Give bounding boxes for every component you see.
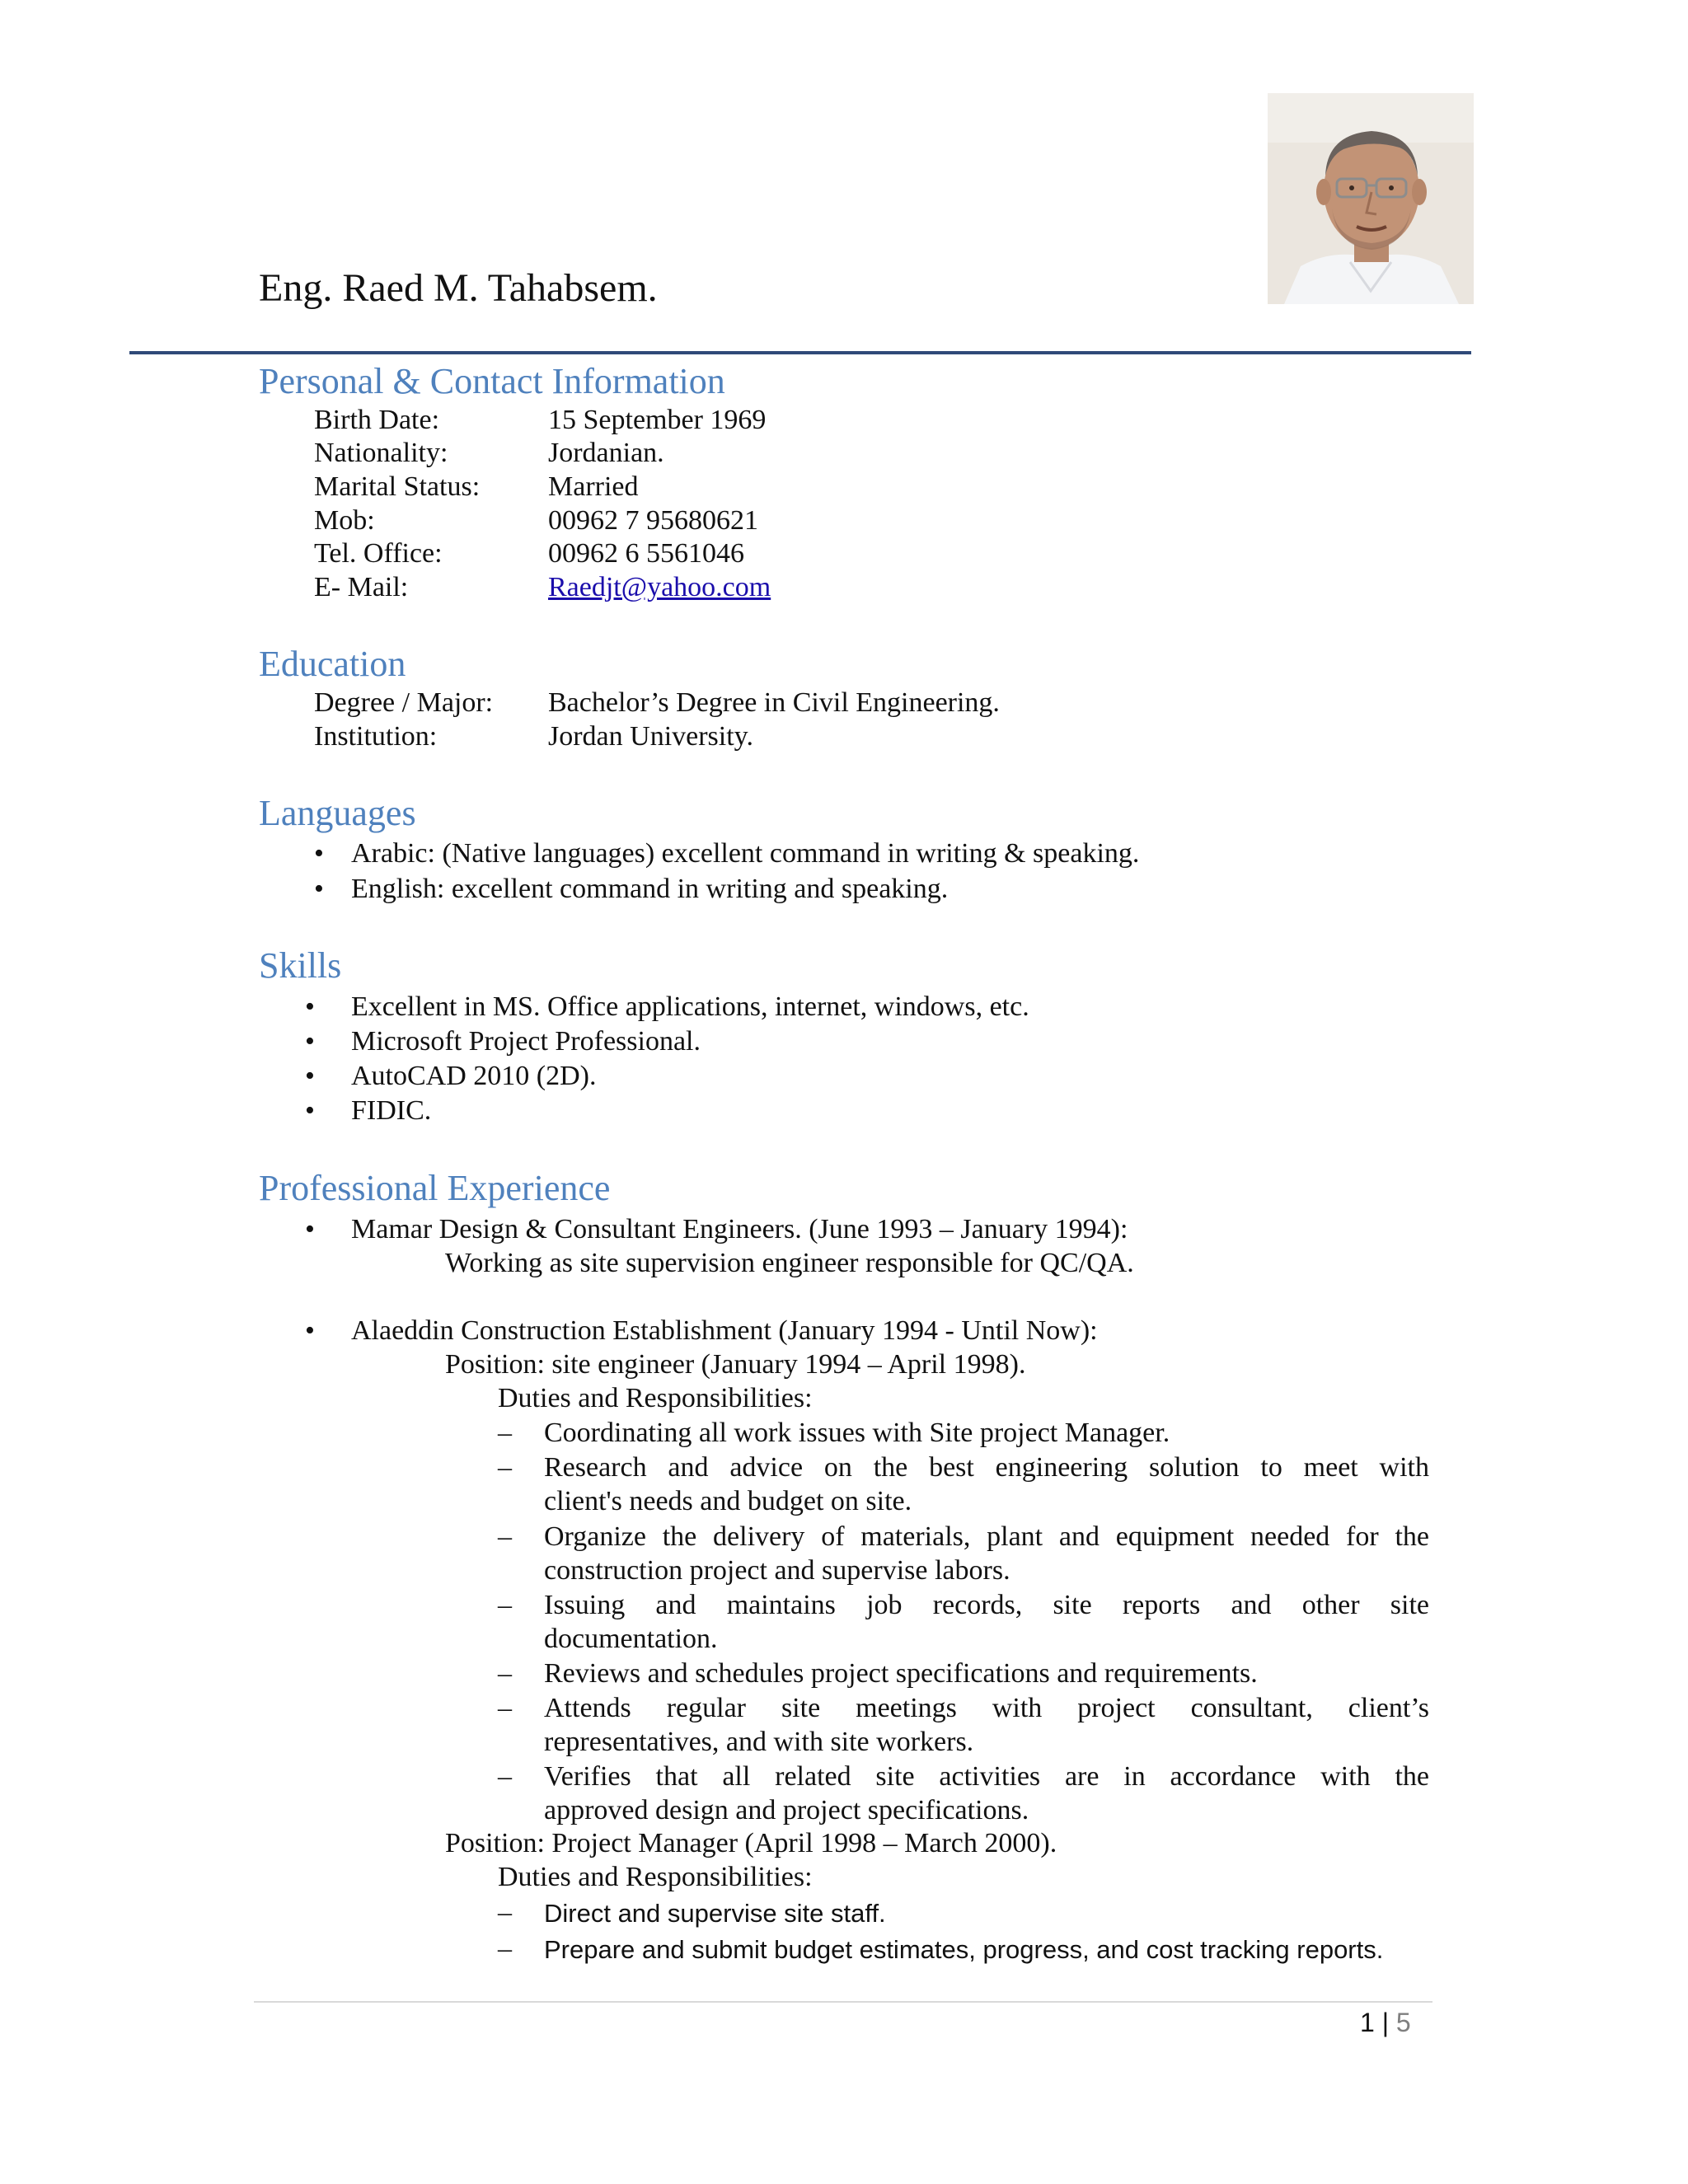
profile-photo	[1268, 93, 1474, 304]
language-item: English: excellent command in writing and speaking.	[351, 874, 949, 904]
job2-duties-label-2: Duties and Responsibilities:	[498, 1862, 813, 1892]
candidate-name: Eng. Raed M. Tahabsem.	[259, 266, 658, 310]
institution-value: Jordan University.	[548, 721, 753, 752]
tel-office-label: Tel. Office:	[314, 538, 443, 569]
duty-item-continuation: approved design and project specifications.	[544, 1795, 1029, 1825]
page-number	[1360, 2008, 1411, 2038]
nationality-value: Jordanian.	[548, 438, 664, 468]
language-item: Arabic: (Native languages) excellent command in writing & speaking.	[351, 838, 1140, 869]
duty-item: Verifies that all related site activities are in accordance with the	[544, 1761, 1429, 1792]
duty-item: Prepare and submit budget estimates, progress, and cost tracking reports.	[544, 1935, 1384, 1964]
skill-item: Excellent in MS. Office applications, internet, windows, etc.	[351, 991, 1029, 1022]
dash-icon: –	[498, 1693, 512, 1723]
duty-item-continuation: client's needs and budget on site.	[544, 1486, 912, 1516]
job2-duties-label-1: Duties and Responsibilities:	[498, 1383, 813, 1413]
page-separator: |	[1381, 2008, 1389, 2037]
mobile-label: Mob:	[314, 505, 375, 536]
bullet-icon: •	[314, 874, 324, 904]
total-pages: 5	[1395, 2008, 1411, 2037]
duty-item: Research and advice on the best engineering solution to meet with	[544, 1452, 1429, 1483]
duty-item: Attends regular site meetings with project consultant, client’s	[544, 1693, 1429, 1723]
duty-item-continuation: representatives, and with site workers.	[544, 1727, 974, 1757]
job2-position-1: Position: site engineer (January 1994 – April 1998).	[445, 1349, 1026, 1380]
duty-item: Direct and supervise site staff.	[544, 1899, 886, 1928]
institution-label: Institution:	[314, 721, 438, 752]
dash-icon: –	[498, 1897, 512, 1928]
skill-item: AutoCAD 2010 (2D).	[351, 1061, 597, 1091]
duty-item: Organize the delivery of materials, plant and equipment needed for the	[544, 1521, 1429, 1552]
section-title-experience: Professional Experience	[259, 1168, 611, 1208]
duty-item-continuation: documentation.	[544, 1624, 718, 1654]
marital-status-value: Married	[548, 471, 639, 502]
skill-item: FIDIC.	[351, 1095, 432, 1126]
duty-item-continuation: construction project and supervise labors.	[544, 1555, 1010, 1586]
mobile-value: 00962 7 95680621	[548, 505, 758, 536]
degree-label: Degree / Major:	[314, 687, 494, 718]
email-label: E- Mail:	[314, 572, 409, 602]
bullet-icon: •	[314, 838, 324, 869]
dash-icon: –	[498, 1761, 512, 1792]
nationality-label: Nationality:	[314, 438, 448, 468]
bullet-icon: •	[305, 991, 315, 1022]
dash-icon: –	[498, 1418, 512, 1448]
job1-company: Mamar Design & Consultant Engineers. (June 1993 – January 1994):	[351, 1214, 1128, 1244]
degree-value: Bachelor’s Degree in Civil Engineering.	[548, 687, 1000, 718]
profile-photo-image	[1268, 93, 1474, 304]
job2-position-2: Position: Project Manager (April 1998 – March 2000).	[445, 1828, 1057, 1858]
duty-item: Coordinating all work issues with Site project Manager.	[544, 1418, 1170, 1448]
dash-icon: –	[498, 1521, 512, 1552]
email-link[interactable]: Raedjt@yahoo.com	[548, 572, 771, 602]
skill-item: Microsoft Project Professional.	[351, 1026, 701, 1057]
dash-icon: –	[498, 1658, 512, 1689]
section-title-education: Education	[259, 644, 406, 684]
birth-date-label: Birth Date:	[314, 405, 440, 435]
job1-description: Working as site supervision engineer responsible for QC/QA.	[445, 1248, 1134, 1278]
marital-status-label: Marital Status:	[314, 471, 481, 502]
birth-date-value: 15 September 1969	[548, 405, 767, 435]
footer-divider	[254, 2001, 1432, 2003]
bullet-icon: •	[305, 1061, 315, 1091]
duty-item: Reviews and schedules project specifications and requirements.	[544, 1658, 1258, 1689]
bullet-icon: •	[305, 1315, 315, 1346]
dash-icon: –	[498, 1590, 512, 1620]
tel-office-value: 00962 6 5561046	[548, 538, 744, 569]
section-title-languages: Languages	[259, 793, 416, 833]
header-divider	[129, 351, 1471, 354]
dash-icon: –	[498, 1452, 512, 1483]
current-page: 1	[1360, 2008, 1375, 2037]
bullet-icon: •	[305, 1026, 315, 1057]
dash-icon: –	[498, 1933, 512, 1964]
section-title-personal: Personal & Contact Information	[259, 361, 725, 401]
duty-item: Issuing and maintains job records, site reports and other site	[544, 1590, 1429, 1620]
bullet-icon: •	[305, 1095, 315, 1126]
job2-company: Alaeddin Construction Establishment (January 1994 - Until Now):	[351, 1315, 1098, 1346]
bullet-icon: •	[305, 1214, 315, 1244]
section-title-skills: Skills	[259, 945, 342, 986]
